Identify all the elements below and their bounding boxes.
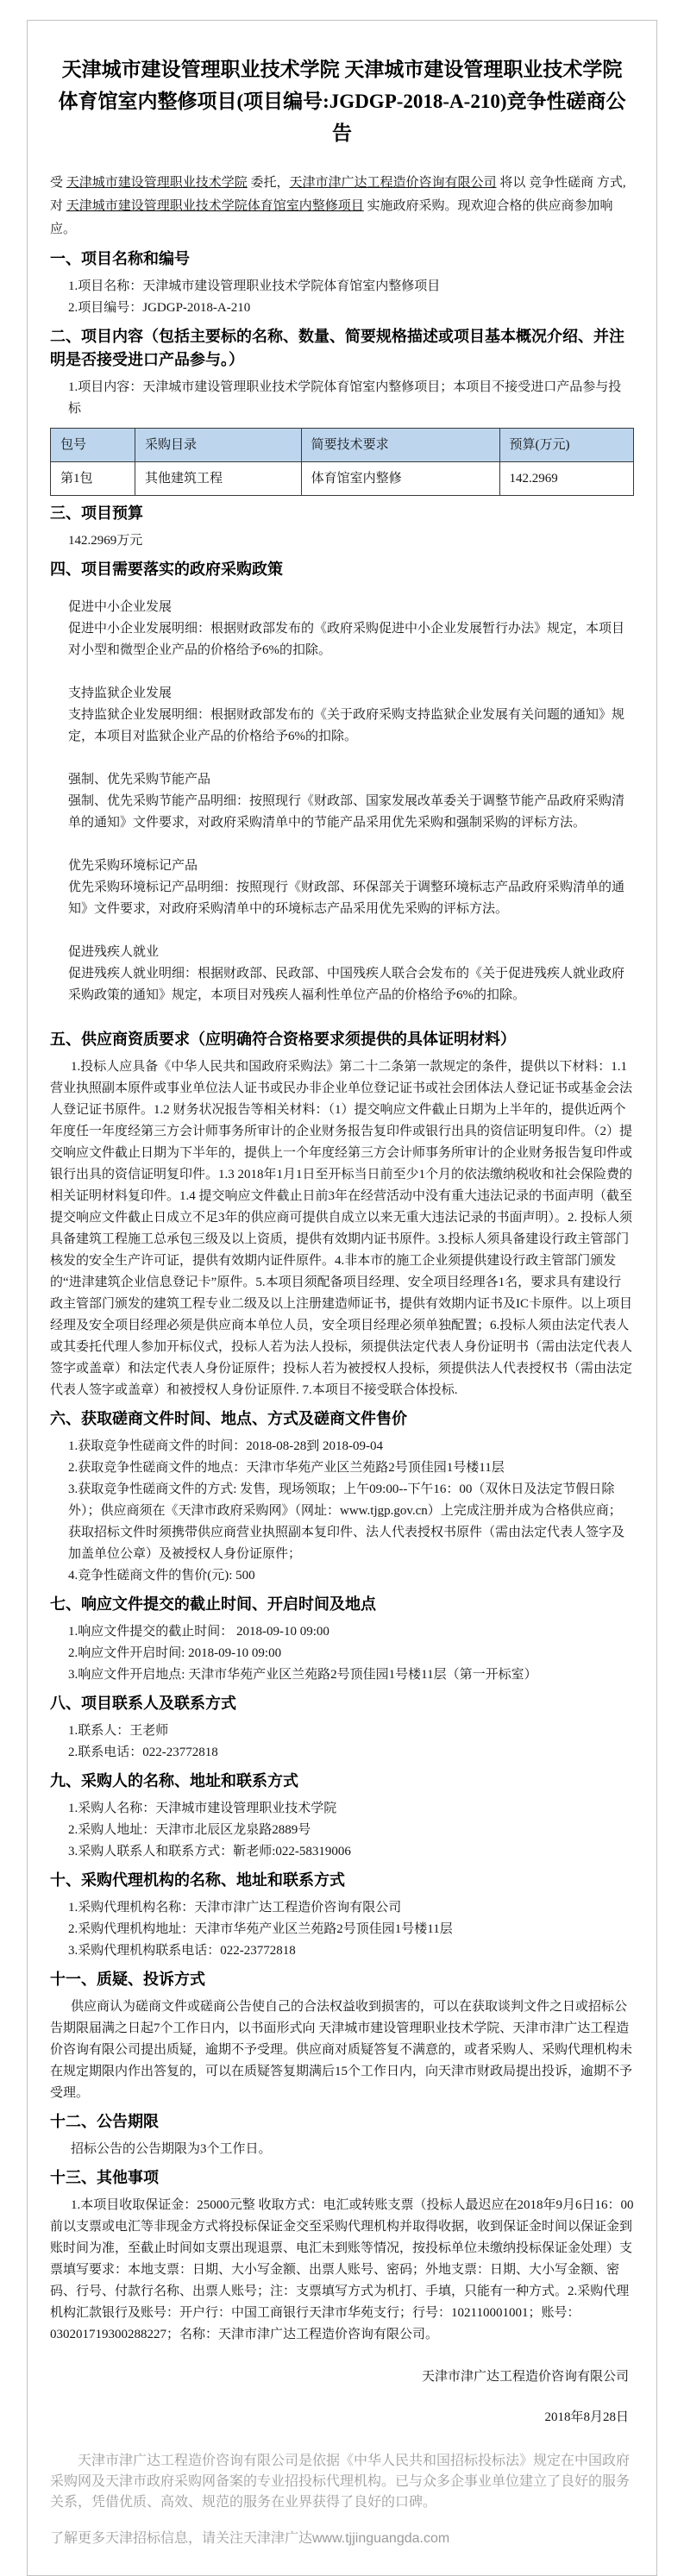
other-matters-paragraph: 1.本项目收取保证金：25000元整 收取方式：电汇或转账支票（投标人最迟应在2018年9月6日16：00前以支票或电汇等非现金方式将投标保证金交至采购代理机构并取得收据，收到保证金时间以保证金到账时间为准，至截止时间如支票出现退票、电汇未到账等情况，按投标单位未缴纳投标保证金处理）支票填写要求：本地支票：日期、大小写金额、出票人账号、密码；外地支票：日期、大小写金额、密码、行号、付款行名称、出票人账号；注：支票填写方式为机打、手填，只能有一种方式。2.采购代理机构汇款银行及账号：开户行：中国工商银行天津市华苑支行；行号：102110001001；账号：030201719300288227；名称：天津市津广达工程造价咨询有限公司。 <box>50 2198 634 2341</box>
policy-name: 支持监狱企业发展 <box>68 686 173 700</box>
table-cell-budget: 142.2969 <box>499 462 634 496</box>
table-header-catalog: 采购目录 <box>135 429 302 462</box>
intro-text: 将以 竞争性磋商 方式,对 <box>50 176 626 213</box>
response-open-place-line: 3.响应文件开启地点: 天津市华苑产业区兰苑路2号顶佳园1号楼11层（第一开标室） <box>68 1668 537 1682</box>
policy-block-prison <box>50 683 634 748</box>
section-10-heading: 十、采购代理机构的名称、地址和联系方式 <box>50 1871 345 1889</box>
section-9-heading: 九、采购人的名称、地址和联系方式 <box>50 1772 298 1789</box>
table-row <box>51 462 634 496</box>
policy-block-disabled-employment <box>50 942 634 1006</box>
section-11-heading: 十一、质疑、投诉方式 <box>50 1971 205 1988</box>
table-header-requirements: 简要技术要求 <box>301 429 499 462</box>
footer-about-text: 天津市津广达工程造价咨询有限公司是依据《中华人民共和国招标投标法》规定在中国政府采购网及天津市政府采购网备案的专业招投标代理机构。已与众多企事业单位建立了良好的服务关系，凭借优质、高效、规范的服务在业界获得了良好的口碑。 <box>50 2454 631 2510</box>
procurement-packages-table <box>50 428 634 496</box>
table-cell-package: 第1包 <box>51 462 135 496</box>
supplier-qualification-paragraph: 1.投标人应具备《中华人民共和国政府采购法》第二十二条第一款规定的条件，提供以下材料：1.1营业执照副本原件或事业单位法人证书或民办非企业单位登记证书或社会团体法人登记证书或基金会法人登记证书原件。1.2 财务状况报告等相关材料：（1）提交响应文件截止日期为上半年的，提供近两个年度任一年度经第三方会计师事务所审计的企业财务报告复印件或银行出具的资信证明复印件。（2）提交响应文件截止日期为下半年的，提供上一个年度经第三方会计师事务所审计的企业财务报告复印件或银行出具的资信证明复印件。1.3 2018年1月1日至开标当日前至少1个月的依法缴纳税收和社会保险费的相关证明材料复印件。1.4 提交响应文件截止日前3年在经营活动中没有重大违法记录的书面声明（截至提交响应文件截止日成立不足3年的供应商可提供自成立以来无重大违法记录的书面声明）。2. 投标人须具备建筑工程施工总承包三级及以上资质，提供有效期内证书原件。3.投标人须具备建设行政主管部门核发的安全生产许可证，提供有效期内证件原件。4.非本市的施工企业须提供建设行政主管部门颁发的“进津建筑企业信息登记卡”原件。5.本项目须配备项目经理、安全项目经理各1名，要求具有建设行政主管部门颁发的建筑工程专业二级及以上注册建造师证书，提供有效期内证书及IC卡原件。以上项目经理及安全项目经理必须是供应商本单位人员，安全项目经理必须单独配置；6.投标人须由法定代表人或其委托代理人参加开标仪式，投标人若为法人投标，须提供法定代表人身份证明书（需由法定代表人签字或盖章）和法定代表人身份证原件；投标人若为被授权人投标，须提供法人代表授权书（需由法定代表人签字或盖章）和被授权人身份证原件. 7.本项目不接受联合体投标. <box>50 1060 633 1397</box>
purchaser-name-line: 1.采购人名称：天津城市建设管理职业技术学院 <box>68 1802 337 1815</box>
intro-text: 实施政府采购。现欢迎合格的供应商参加响应。 <box>50 199 613 236</box>
response-deadline-line: 1.响应文件提交的截止时间： 2018-09-10 09:00 <box>68 1625 329 1639</box>
page-title: 天津城市建设管理职业技术学院 天津城市建设管理职业技术学院体育馆室内整修项目(项目编号:JGDGP-2018-A-210)竞争性磋商公告 <box>58 59 626 144</box>
entrusting-org-underlined: 天津城市建设管理职业技术学院 <box>66 176 248 190</box>
agency-name-line: 1.采购代理机构名称：天津市津广达工程造价咨询有限公司 <box>68 1901 402 1915</box>
spacer <box>50 586 634 597</box>
policy-detail: 强制、优先采购节能产品明细：按照现行《财政部、国家发展改革委关于调整节能产品政府采购清单的通知》文件要求，对政府采购清单中的节能产品采用优先采购和强制采购的评标方法。 <box>68 794 625 830</box>
table-header-row <box>51 429 634 462</box>
intro-text: 受 <box>50 176 66 190</box>
policy-detail: 促进残疾人就业明细：根据财政部、民政部、中国残疾人联合会发布的《关于促进残疾人就业政府采购政策的通知》规定，本项目对残疾人福利性单位产品的价格给予6%的扣除。 <box>68 967 625 1002</box>
section-13-heading: 十三、其他事项 <box>50 2169 159 2186</box>
policy-block-environmental <box>50 856 634 920</box>
policy-block-energy-saving <box>50 769 634 834</box>
doc-obtain-method-line: 3.获取竞争性磋商文件的方式: 发售，现场领取；上午09:00--下午16：00（双休日及法定节假日除外）；供应商须在《天津市政府采购网》（网址：www.tjgp.gov.cn）上完成注册并成为合格供应商；获取招标文件时须携带供应商营业执照副本复印件、法人代表授权书原件（需由法定代表人签字及加盖单位公章）及被授权人身份证原件； <box>68 1482 625 1561</box>
project-name-underlined: 天津城市建设管理职业技术学院体育馆室内整修项目 <box>66 199 364 213</box>
policy-name: 强制、优先采购节能产品 <box>68 773 211 787</box>
policy-detail: 支持监狱企业发展明细：根据财政部发布的《关于政府采购支持监狱企业发展有关问题的通知》规定，本项目对监狱企业产品的价格给予6%的扣除。 <box>68 708 625 743</box>
signature-date: 2018年8月28日 <box>544 2410 629 2424</box>
purchaser-address-line: 2.采购人地址：天津市北辰区龙泉路2889号 <box>68 1823 311 1837</box>
doc-obtain-place-line: 2.获取竞争性磋商文件的地点：天津市华苑产业区兰苑路2号顶佳园1号楼11层 <box>68 1461 505 1475</box>
section-5-heading: 五、供应商资质要求（应明确符合资格要求须提供的具体证明材料） <box>50 1031 516 1048</box>
doc-price-line: 4.竞争性磋商文件的售价(元): 500 <box>68 1569 255 1583</box>
project-name-line: 1.项目名称：天津城市建设管理职业技术学院体育馆室内整修项目 <box>68 279 441 293</box>
table-header-package: 包号 <box>51 429 135 462</box>
section-12-heading: 十二、公告期限 <box>50 2113 159 2130</box>
announcement-period-paragraph: 招标公告的公告期限为3个工作日。 <box>71 2142 272 2156</box>
contact-phone-line: 2.联系电话：022-23772818 <box>68 1746 218 1759</box>
section-4-heading: 四、项目需要落实的政府采购政策 <box>50 561 283 578</box>
project-budget-line: 142.2969万元 <box>68 534 143 548</box>
project-number-line: 2.项目编号：JGDGP-2018-A-210 <box>68 301 251 315</box>
intro-text: 委托， <box>247 176 290 190</box>
complaint-procedure-paragraph: 供应商认为磋商文件或磋商公告使自己的合法权益收到损害的，可以在获取谈判文件之日或招标公告期限届满之日起7个工作日内，以书面形式向 天津城市建设管理职业技术学院、天津市津广达工程造价咨询有限公司提出质疑，逾期不予受理。供应商对质疑答复不满意的，或者采购人、采购代理机构未在规定期限内作出答复的，可以在质疑答复期满后15个工作日内，向天津市财政局提出投诉，逾期不予受理。 <box>50 2000 633 2100</box>
section-1-heading: 一、项目名称和编号 <box>50 250 190 267</box>
signature-company: 天津市津广达工程造价咨询有限公司 <box>421 2370 629 2384</box>
purchaser-contact-line: 3.采购人联系人和联系方式：靳老师:022-58319006 <box>68 1845 351 1858</box>
doc-obtain-time-line: 1.获取竞争性磋商文件的时间：2018-08-28到 2018-09-04 <box>68 1439 383 1453</box>
agency-footer <box>50 2451 634 2549</box>
policy-detail: 优先采购环境标记产品明细：按照现行《财政部、环保部关于调整环境标志产品政府采购清单的通知》文件要求，对政府采购清单中的环境标志产品采用优先采购的评标方法。 <box>68 881 625 916</box>
section-7-heading: 七、响应文件提交的截止时间、开启时间及地点 <box>50 1595 376 1613</box>
policy-block-sme <box>50 597 634 661</box>
agency-phone-line: 3.采购代理机构联系电话：022-23772818 <box>68 1944 296 1958</box>
footer-more-info-text: 了解更多天津招标信息，请关注天津津广达www.tjjinguangda.com <box>50 2531 450 2546</box>
table-cell-requirements: 体育馆室内整修 <box>301 462 499 496</box>
section-8-heading: 八、项目联系人及联系方式 <box>50 1695 236 1712</box>
table-cell-catalog: 其他建筑工程 <box>135 462 302 496</box>
section-6-heading: 六、获取磋商文件时间、地点、方式及磋商文件售价 <box>50 1410 407 1427</box>
response-open-time-line: 2.响应文件开启时间: 2018-09-10 09:00 <box>68 1646 282 1660</box>
announcement-document <box>27 20 657 2576</box>
policy-name: 促进中小企业发展 <box>68 600 173 614</box>
policy-name: 优先采购环境标记产品 <box>68 859 198 873</box>
contact-person-line: 1.联系人：王老师 <box>68 1724 169 1738</box>
section-2-heading: 二、项目内容（包括主要标的名称、数量、简要规格描述或项目基本概况介绍、并注明是否接受进口产品参与。） <box>50 328 624 368</box>
policy-name: 促进残疾人就业 <box>68 945 160 959</box>
agency-name-underlined: 天津市津广达工程造价咨询有限公司 <box>289 176 497 190</box>
section-3-heading: 三、项目预算 <box>50 505 143 522</box>
table-header-budget: 预算(万元) <box>499 429 634 462</box>
policy-detail: 促进中小企业发展明细：根据财政部发布的《政府采购促进中小企业发展暂行办法》规定，本项目对小型和微型企业产品的价格给予6%的扣除。 <box>68 622 625 657</box>
project-content-line: 1.项目内容：天津城市建设管理职业技术学院体育馆室内整修项目；本项目不接受进口产品参与投标 <box>68 380 622 416</box>
intro-paragraph <box>50 172 634 241</box>
agency-address-line: 2.采购代理机构地址：天津市华苑产业区兰苑路2号顶佳园1号楼11层 <box>68 1922 453 1936</box>
